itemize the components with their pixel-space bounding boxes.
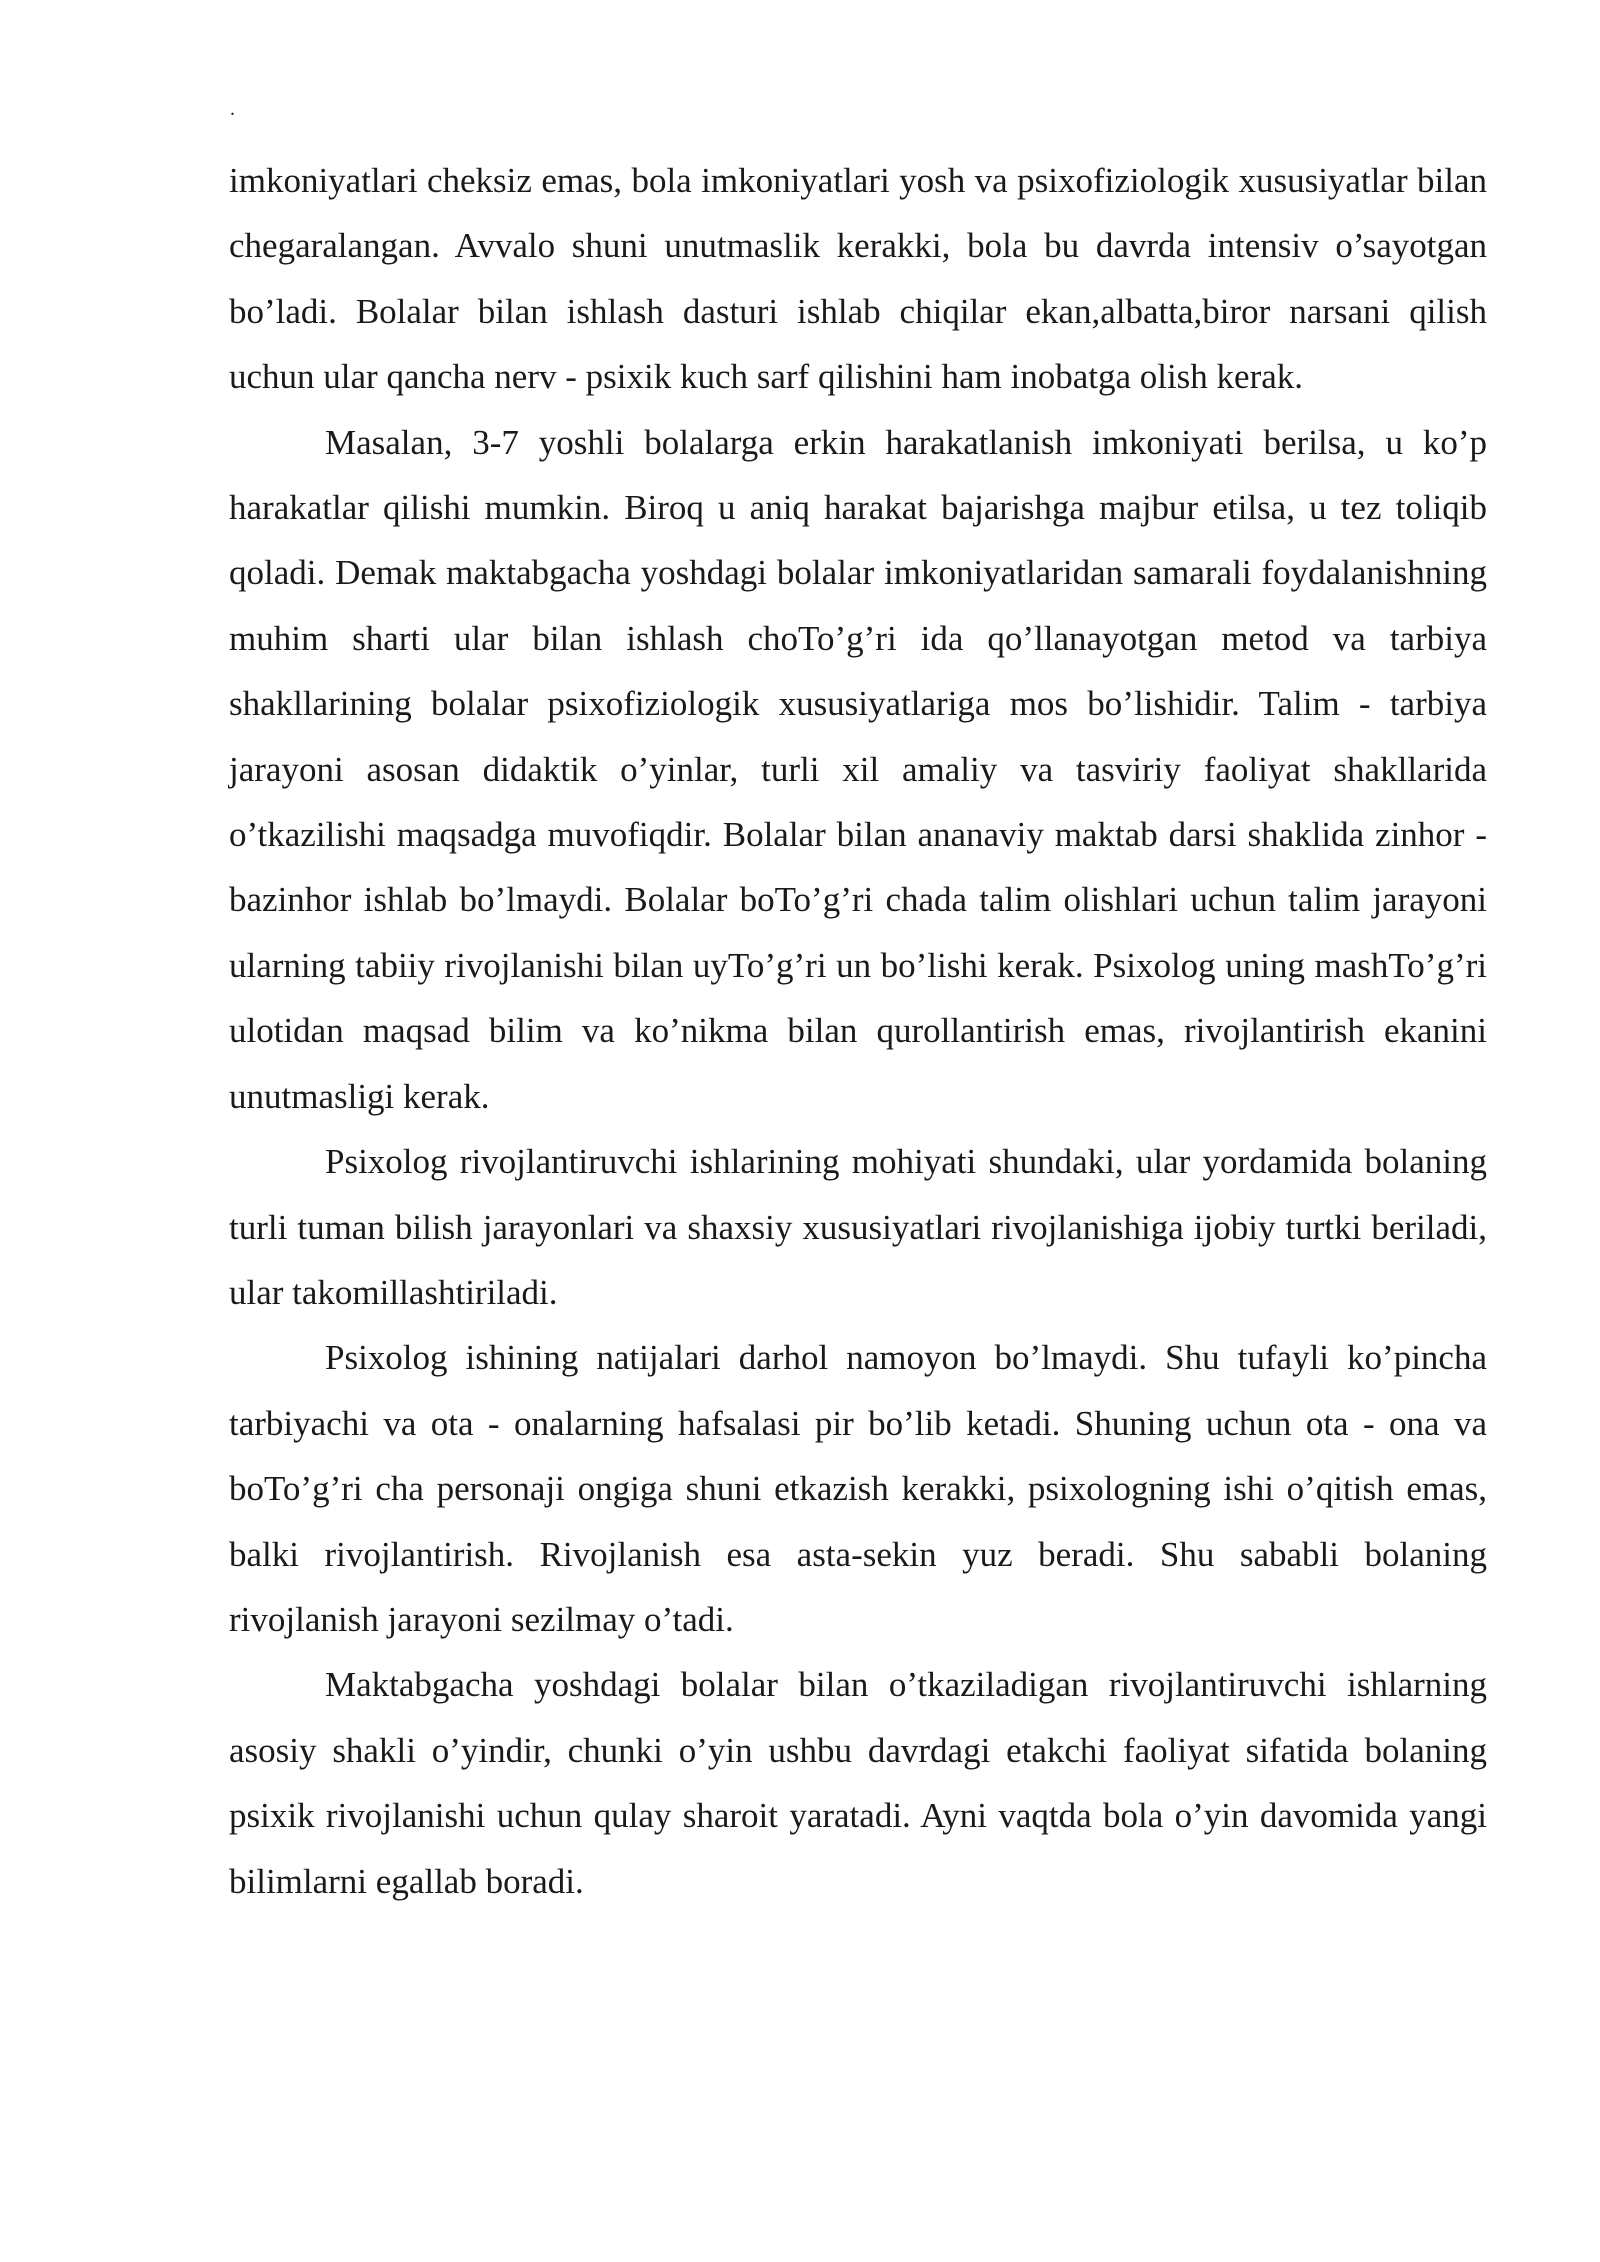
paragraph-4: Psixolog ishining natijalari darhol namoyon bo’lmaydi. Shu tufayli ko’pincha tarbiyachi va ota - onalarning hafsalasi pir bo’lib ketadi. Shuning uchun ota - ona va boTo’g’ri cha personaji ongiga shuni etkazish kerakki, psixologning ishi o’qitish emas, balki rivojlantirish. Rivojlanish esa asta-sekin yuz beradi. Shu sababli bolaning rivojlanish jarayoni sezilmay o’tadi. [229,1338,1487,1639]
paragraph-5: Maktabgacha yoshdagi bolalar bilan o’tkaziladigan rivojlantiruvchi ishlarning asosiy shakli o’yindir, chunki o’yin ushbu davrdagi etakchi faoliyat sifatida bolaning psixik rivojlanishi uchun qulay sharoit yaratadi. Ayni vaqtda bola o’yin davomida yangi bilimlarni egallab boradi. [229,1665,1487,1901]
paragraph-1: imkoniyatlari cheksiz emas, bola imkoniyatlari yosh va psixofiziologik xususiyatlar bilan chegaralangan. Avvalo shuni unutmaslik kerakki, bola bu davrda intensiv o’sayotgan bo’ladi. Bolalar bilan ishlash dasturi ishlab chiqilar ekan,albatta,biror narsani qilish uchun ular qancha nerv - psixik kuch sarf qilishini ham inobatga olish kerak. [229,161,1487,397]
document-body [229,148,1487,1914]
paragraph-3: Psixolog rivojlantiruvchi ishlarining mohiyati shundaki, ular yordamida bolaning turli tuman bilish jarayonlari va shaxsiy xususiyatlari rivojlanishiga ijobiy turtki beriladi, ular takomillashtiriladi. [229,1142,1487,1312]
paragraph-2: Masalan, 3-7 yoshli bolalarga erkin harakatlanish imkoniyati berilsa, u ko’p harakatlar qilishi mumkin. Biroq u aniq harakat bajarishga majbur etilsa, u tez toliqib qoladi. Demak maktabgacha yoshdagi bolalar imkoniyatlaridan samarali foydalanishning muhim sharti ular bilan ishlash choTo’g’ri ida qo’llanayotgan metod va tarbiya shakllarining bolalar psixofiziologik xususiyatlariga mos bo’lishidir. Talim - tarbiya jarayoni asosan didaktik o’yinlar, turli xil amaliy va tasviriy faoliyat shakllarida o’tkazilishi maqsadga muvofiqdir. Bolalar bilan ananaviy maktab darsi shaklida zinhor - bazinhor ishlab bo’lmaydi. Bolalar boTo’g’ri chada talim olishlari uchun talim jarayoni ularning tabiiy rivojlanishi bilan uyTo’g’ri un bo’lishi kerak. Psixolog uning mashTo’g’ri ulotidan maqsad bilim va ko’nikma bilan qurollantirish emas, rivojlantirish ekanini unutmasligi kerak. [229,422,1487,1116]
top-mark: . [230,98,235,120]
